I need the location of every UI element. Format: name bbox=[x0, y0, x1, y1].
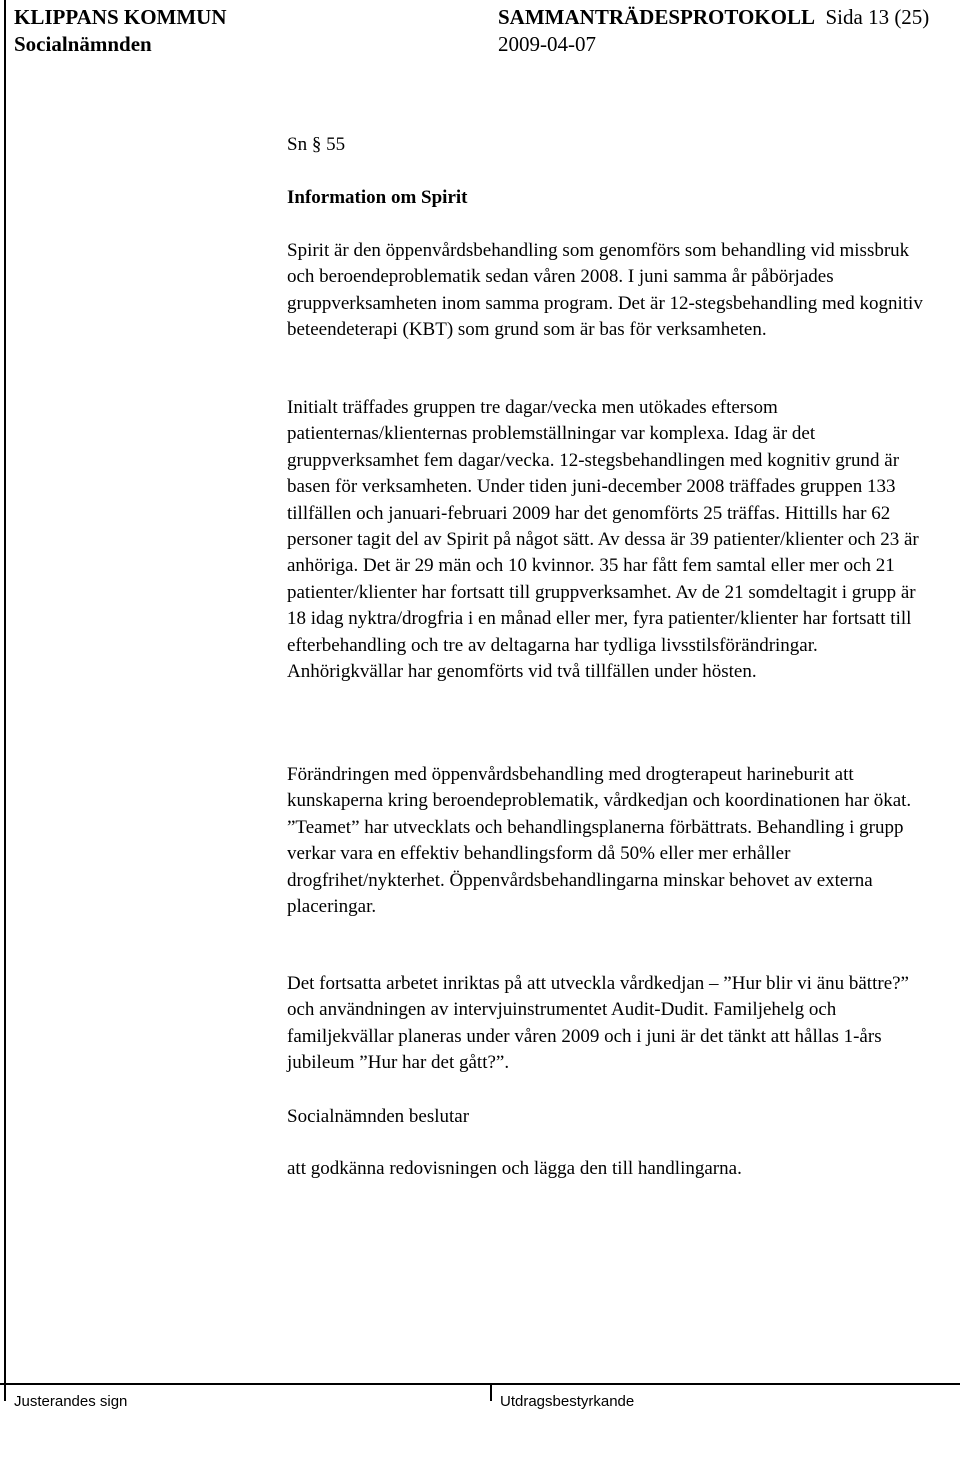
paragraph-1: Spirit är den öppenvårdsbehandling som genomförs som behandling vid missbruk och beroendeproblematik sedan våren 2008. I juni samma år påbörjades gruppverksamheten inom samma program. Det är 12-stegsbehandling med kognitiv beteendeterapi (KBT) som grund som är bas för verksamheten. bbox=[287, 240, 923, 341]
footer-tick-left bbox=[4, 1383, 6, 1401]
header-org: KLIPPANS KOMMUN bbox=[14, 5, 227, 29]
decision-text: att godkänna redovisningen och lägga den till handlingarna. bbox=[287, 1158, 742, 1179]
paragraph-2: Initialt träffades gruppen tre dagar/vecka men utökades eftersom patienternas/klienternas problemställningar var komplexa. Idag är det gruppverksamhet fem dagar/vecka. 12-stegsbehandlingen med kognitiv grund är basen för verksamheten. Under tiden juni-december 2008 träffades gruppen 133 tillfällen och januari-februari 2009 har det genomförts 25 träffas. Hittills har 62 personer tagit del av Spirit på något sätt. Av dessa är 39 patienter/klienter och 23 är anhöriga. Det är 29 män och 10 kvinnor. 35 har fått fem samtal eller mer och 21 patienter/klienter har fortsatt till gruppverksamhet. Av de 21 somdeltagit i grupp är 18 idag nyktra/drogfria i en månad eller mer, fyra patienter/klienter har fortsatt till efterbehandling och tre av deltagarna har tydliga livsstilsförändringar. Anhörigkvällar har genomförts vid två tillfällen under hösten. bbox=[287, 397, 919, 683]
footer-tick-middle bbox=[490, 1383, 492, 1401]
footer-divider bbox=[0, 1383, 960, 1385]
paragraph-4: Det fortsatta arbetet inriktas på att utveckla vårdkedjan – ”Hur blir vi änu bättre?” och användningen av intervjuinstrumentet Audit-Dudit. Familjehelg och familjekvällar planeras under våren 2009 och i juni är det tänkt att hållas 1-års jubileum ”Hur har det gått?”. bbox=[287, 973, 909, 1074]
section-title: Information om Spirit bbox=[287, 187, 468, 208]
section-number: Sn § 55 bbox=[287, 134, 346, 155]
paragraph-3: Förändringen med öppenvårdsbehandling med drogterapeut harineburit att kunskaperna kring beroendeproblematik, vårdkedjan och koordinationen har ökat. ”Teamet” har utvecklats och behandlingsplanerna förbättrats. Behandling i grupp verkar vara en effektiv behandlingsform då 50% eller mer erhåller drogfrihet/nykterhet. Öppenvårdsbehandlingarna minskar behovet av externa placeringar. bbox=[287, 764, 912, 918]
decision-heading: Socialnämnden beslutar bbox=[287, 1106, 470, 1127]
page-left-border bbox=[4, 0, 6, 1392]
header-date: 2009-04-07 bbox=[498, 32, 596, 56]
header-left bbox=[14, 4, 227, 58]
header-page: Sida 13 (25) bbox=[825, 5, 930, 29]
header-dept: Socialnämnden bbox=[14, 32, 152, 56]
header-doc-type: SAMMANTRÄDESPROTOKOLL bbox=[498, 5, 815, 29]
header-right bbox=[498, 4, 929, 58]
footer-utdragsbestyrkande: Utdragsbestyrkande bbox=[500, 1393, 635, 1410]
footer-justerandes-sign: Justerandes sign bbox=[14, 1393, 128, 1410]
